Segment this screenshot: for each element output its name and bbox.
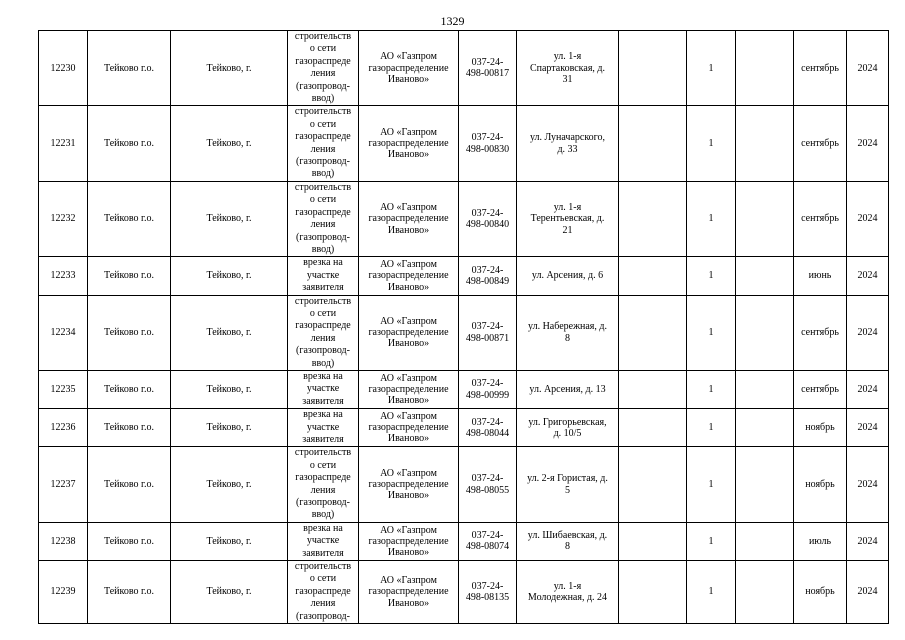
work-type-cell: врезка на участке заявителя: [288, 370, 359, 408]
organization-cell: АО «Газпром газораспределение Иваново»: [359, 181, 459, 256]
month-cell: ноябрь: [794, 447, 847, 522]
month-cell: сентябрь: [794, 106, 847, 181]
address-cell: ул. Набережная, д. 8: [517, 295, 619, 370]
blank-cell: [736, 447, 794, 522]
application-code-cell: 037-24- 498-00849: [459, 257, 517, 295]
year-cell: 2024: [847, 257, 889, 295]
application-code-cell: 037-24- 498-00817: [459, 31, 517, 106]
table-row: [39, 447, 889, 522]
district-cell: Тейково г.о.: [88, 181, 171, 256]
table-body: [39, 31, 889, 624]
organization-cell: АО «Газпром газораспределение Иваново»: [359, 409, 459, 447]
settlement-cell: Тейково, г.: [171, 370, 288, 408]
application-code-cell: 037-24- 498-08055: [459, 447, 517, 522]
year-cell: 2024: [847, 181, 889, 256]
quantity-cell: 1: [687, 257, 736, 295]
year-cell: 2024: [847, 409, 889, 447]
district-cell: Тейково г.о.: [88, 106, 171, 181]
quantity-cell: 1: [687, 370, 736, 408]
year-cell: 2024: [847, 31, 889, 106]
month-cell: сентябрь: [794, 370, 847, 408]
blank-cell: [619, 522, 687, 560]
year-cell: 2024: [847, 370, 889, 408]
organization-cell: АО «Газпром газораспределение Иваново»: [359, 370, 459, 408]
organization-cell: АО «Газпром газораспределение Иваново»: [359, 561, 459, 624]
table-row: [39, 370, 889, 408]
quantity-cell: 1: [687, 295, 736, 370]
application-code-cell: 037-24- 498-00999: [459, 370, 517, 408]
quantity-cell: 1: [687, 181, 736, 256]
district-cell: Тейково г.о.: [88, 561, 171, 624]
blank-cell: [619, 447, 687, 522]
settlement-cell: Тейково, г.: [171, 447, 288, 522]
table-row: [39, 257, 889, 295]
settlement-cell: Тейково, г.: [171, 295, 288, 370]
organization-cell: АО «Газпром газораспределение Иваново»: [359, 295, 459, 370]
blank-cell: [736, 409, 794, 447]
row-number-cell: 12237: [39, 447, 88, 522]
district-cell: Тейково г.о.: [88, 31, 171, 106]
district-cell: Тейково г.о.: [88, 409, 171, 447]
district-cell: Тейково г.о.: [88, 257, 171, 295]
work-type-cell: строительств о сети газораспреде ления (газопровод- ввод): [288, 295, 359, 370]
settlement-cell: Тейково, г.: [171, 561, 288, 624]
organization-cell: АО «Газпром газораспределение Иваново»: [359, 447, 459, 522]
row-number-cell: 12239: [39, 561, 88, 624]
year-cell: 2024: [847, 106, 889, 181]
blank-cell: [736, 181, 794, 256]
address-cell: ул. Арсения, д. 6: [517, 257, 619, 295]
blank-cell: [619, 295, 687, 370]
organization-cell: АО «Газпром газораспределение Иваново»: [359, 522, 459, 560]
settlement-cell: Тейково, г.: [171, 257, 288, 295]
settlement-cell: Тейково, г.: [171, 522, 288, 560]
table-row: [39, 31, 889, 106]
table-row: [39, 295, 889, 370]
address-cell: ул. 2-я Гористая, д. 5: [517, 447, 619, 522]
work-type-cell: строительств о сети газораспреде ления (газопровод- ввод): [288, 447, 359, 522]
year-cell: 2024: [847, 561, 889, 624]
district-cell: Тейково г.о.: [88, 370, 171, 408]
settlement-cell: Тейково, г.: [171, 31, 288, 106]
page-number: 1329: [440, 14, 465, 28]
quantity-cell: 1: [687, 409, 736, 447]
blank-cell: [619, 370, 687, 408]
blank-cell: [619, 31, 687, 106]
year-cell: 2024: [847, 447, 889, 522]
address-cell: ул. 1-я Терентьевская, д. 21: [517, 181, 619, 256]
district-cell: Тейково г.о.: [88, 295, 171, 370]
work-type-cell: врезка на участке заявителя: [288, 257, 359, 295]
district-cell: Тейково г.о.: [88, 522, 171, 560]
blank-cell: [736, 106, 794, 181]
quantity-cell: 1: [687, 31, 736, 106]
quantity-cell: 1: [687, 522, 736, 560]
blank-cell: [736, 522, 794, 560]
quantity-cell: 1: [687, 561, 736, 624]
district-cell: Тейково г.о.: [88, 447, 171, 522]
application-code-cell: 037-24- 498-00830: [459, 106, 517, 181]
organization-cell: АО «Газпром газораспределение Иваново»: [359, 31, 459, 106]
settlement-cell: Тейково, г.: [171, 409, 288, 447]
work-type-cell: врезка на участке заявителя: [288, 522, 359, 560]
work-type-cell: врезка на участке заявителя: [288, 409, 359, 447]
settlement-cell: Тейково, г.: [171, 106, 288, 181]
year-cell: 2024: [847, 522, 889, 560]
table-row: [39, 409, 889, 447]
application-code-cell: 037-24- 498-08044: [459, 409, 517, 447]
blank-cell: [736, 295, 794, 370]
blank-cell: [619, 409, 687, 447]
row-number-cell: 12233: [39, 257, 88, 295]
row-number-cell: 12234: [39, 295, 88, 370]
month-cell: ноябрь: [794, 561, 847, 624]
table-row: [39, 106, 889, 181]
blank-cell: [619, 181, 687, 256]
month-cell: сентябрь: [794, 295, 847, 370]
address-cell: ул. Луначарского, д. 33: [517, 106, 619, 181]
address-cell: ул. 1-я Спартаковская, д. 31: [517, 31, 619, 106]
month-cell: июль: [794, 522, 847, 560]
gas-connection-table: [38, 30, 889, 624]
blank-cell: [619, 106, 687, 181]
address-cell: ул. Шибаевская, д. 8: [517, 522, 619, 560]
organization-cell: АО «Газпром газораспределение Иваново»: [359, 106, 459, 181]
table-row: [39, 561, 889, 624]
row-number-cell: 12231: [39, 106, 88, 181]
organization-cell: АО «Газпром газораспределение Иваново»: [359, 257, 459, 295]
blank-cell: [736, 561, 794, 624]
settlement-cell: Тейково, г.: [171, 181, 288, 256]
quantity-cell: 1: [687, 447, 736, 522]
quantity-cell: 1: [687, 106, 736, 181]
blank-cell: [619, 561, 687, 624]
application-code-cell: 037-24- 498-00871: [459, 295, 517, 370]
application-code-cell: 037-24- 498-08074: [459, 522, 517, 560]
year-cell: 2024: [847, 295, 889, 370]
work-type-cell: строительств о сети газораспреде ления (газопровод-: [288, 561, 359, 624]
table-row: [39, 522, 889, 560]
month-cell: ноябрь: [794, 409, 847, 447]
address-cell: ул. Арсения, д. 13: [517, 370, 619, 408]
blank-cell: [736, 31, 794, 106]
blank-cell: [736, 370, 794, 408]
work-type-cell: строительств о сети газораспреде ления (газопровод- ввод): [288, 31, 359, 106]
month-cell: сентябрь: [794, 31, 847, 106]
application-code-cell: 037-24- 498-00840: [459, 181, 517, 256]
row-number-cell: 12232: [39, 181, 88, 256]
work-type-cell: строительств о сети газораспреде ления (газопровод- ввод): [288, 106, 359, 181]
row-number-cell: 12230: [39, 31, 88, 106]
blank-cell: [736, 257, 794, 295]
row-number-cell: 12238: [39, 522, 88, 560]
month-cell: сентябрь: [794, 181, 847, 256]
address-cell: ул. Григорьевская, д. 10/5: [517, 409, 619, 447]
work-type-cell: строительств о сети газораспреде ления (газопровод- ввод): [288, 181, 359, 256]
blank-cell: [619, 257, 687, 295]
row-number-cell: 12235: [39, 370, 88, 408]
table-row: [39, 181, 889, 256]
address-cell: ул. 1-я Молодежная, д. 24: [517, 561, 619, 624]
application-code-cell: 037-24- 498-08135: [459, 561, 517, 624]
month-cell: июнь: [794, 257, 847, 295]
row-number-cell: 12236: [39, 409, 88, 447]
